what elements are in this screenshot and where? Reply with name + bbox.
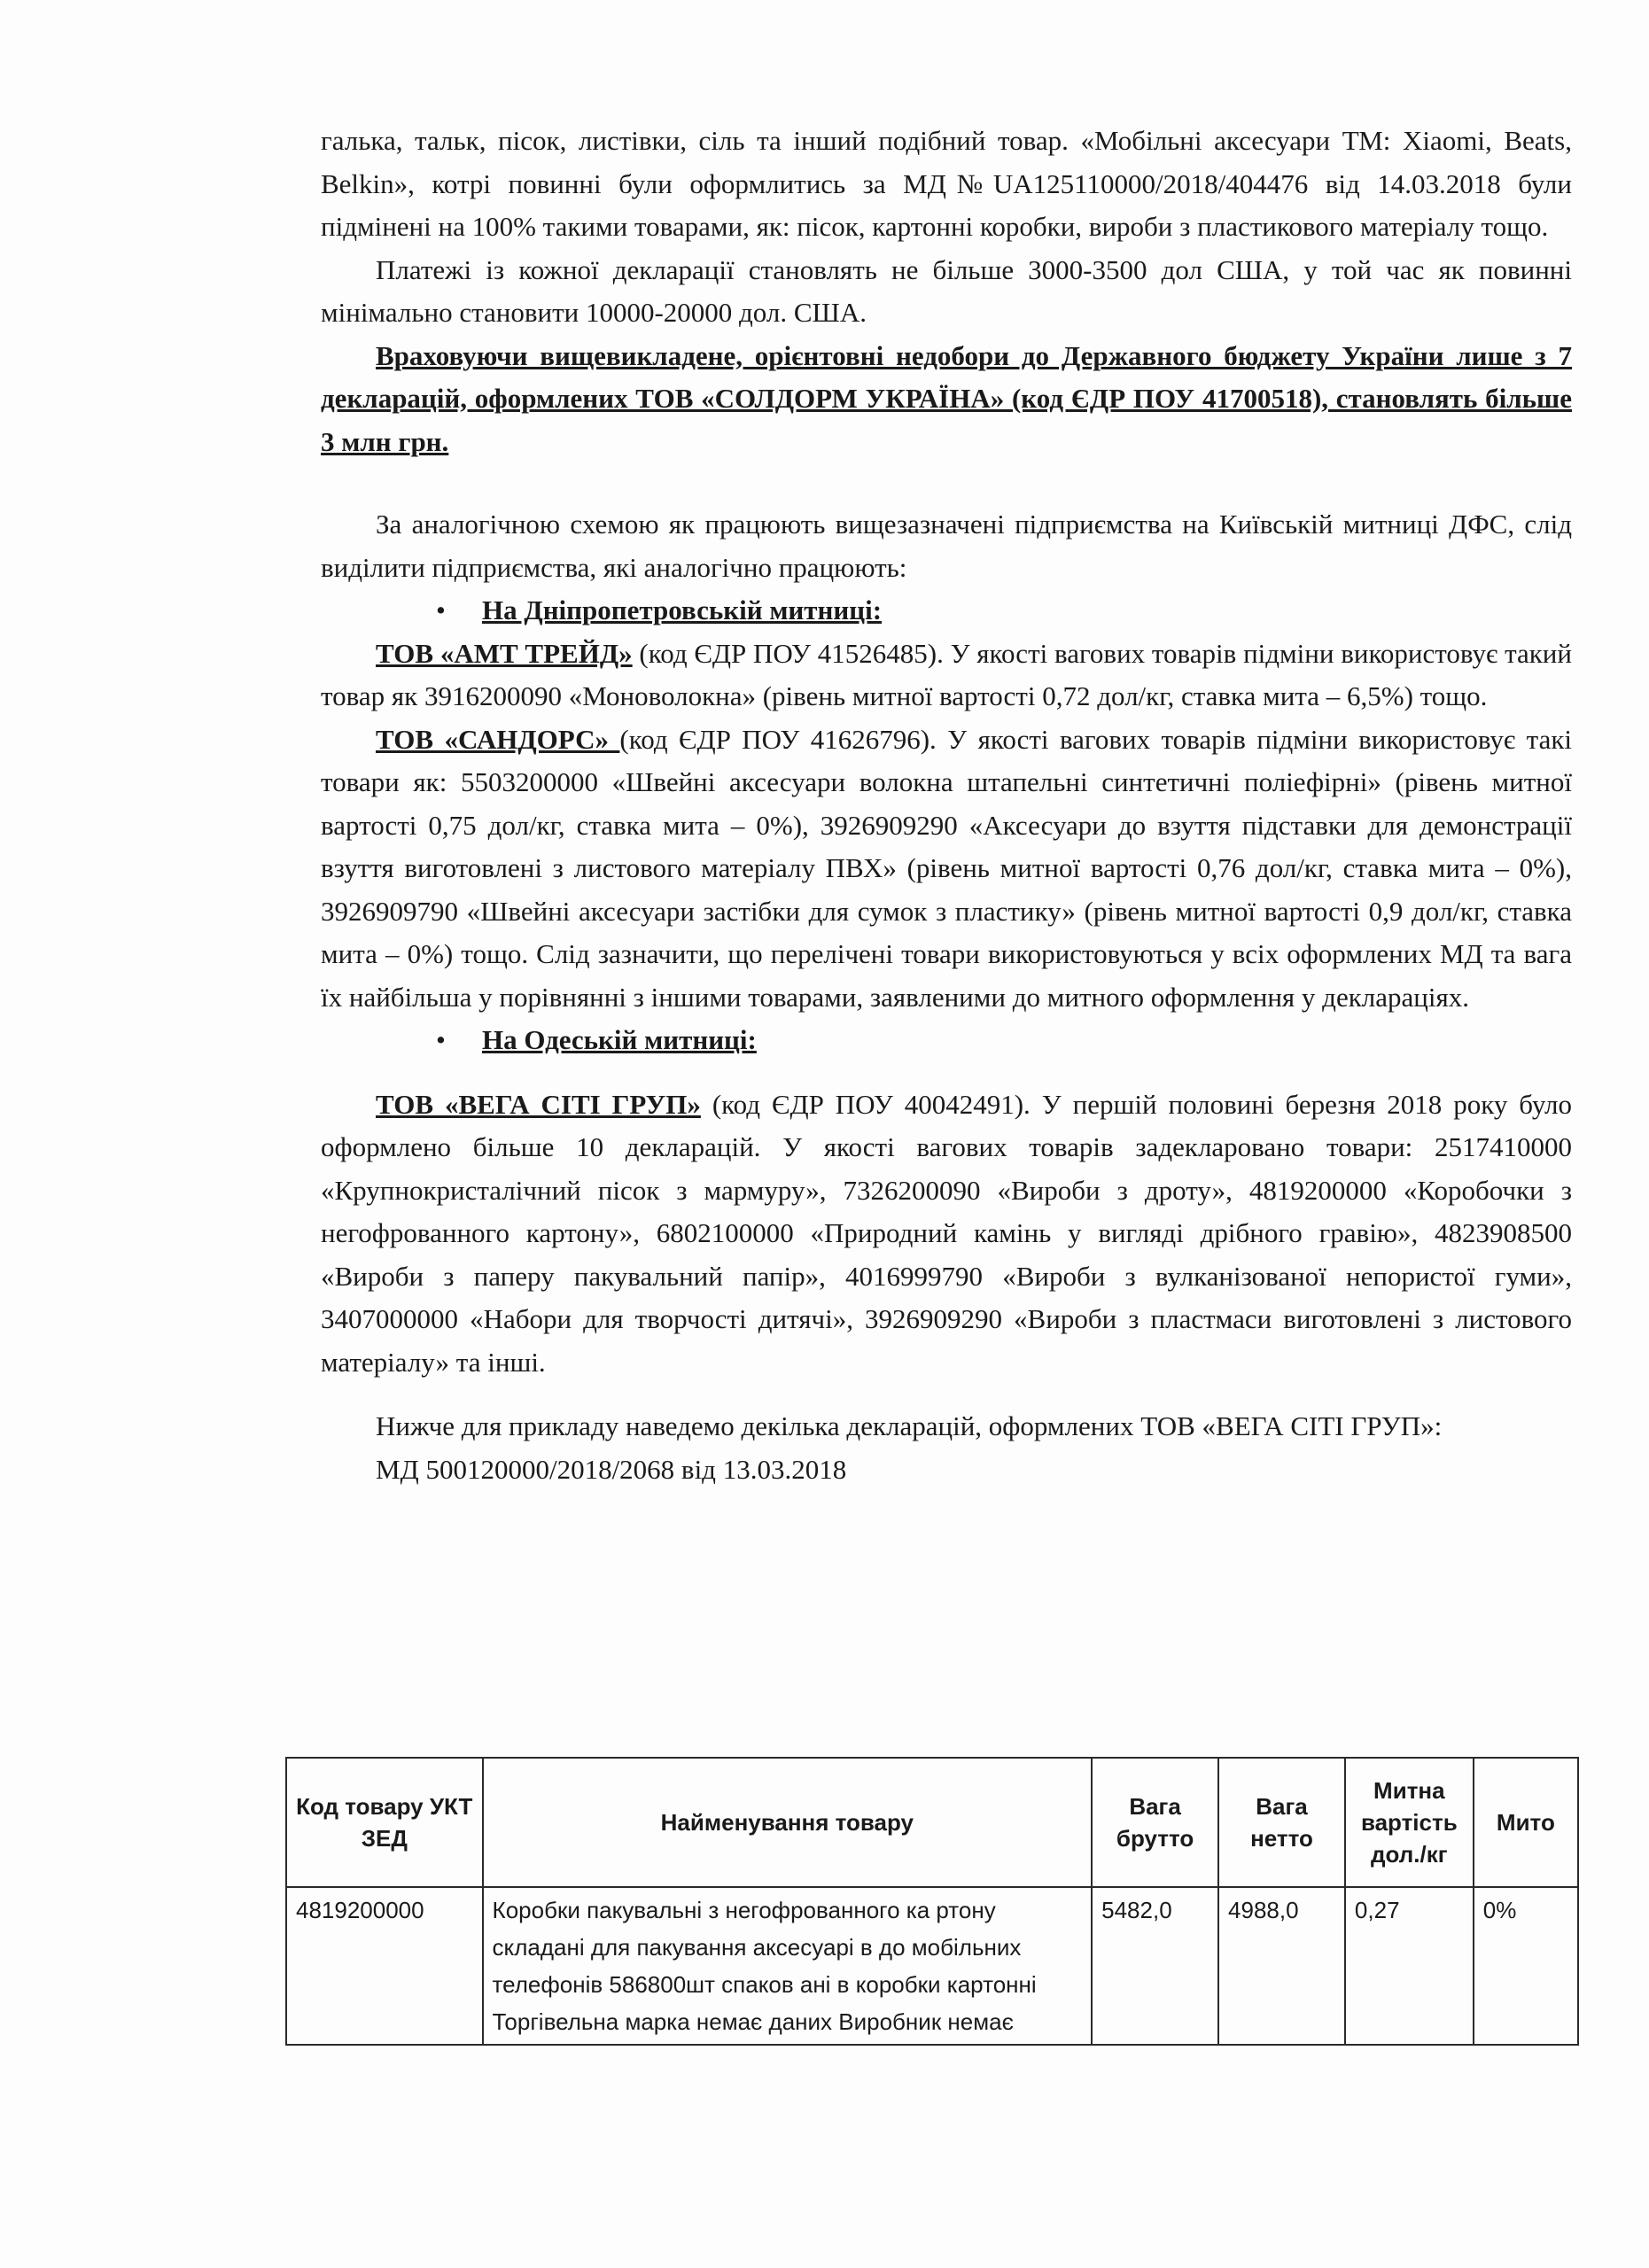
header-name: Найменування товару	[483, 1758, 1093, 1887]
cell-duty: 0%	[1474, 1887, 1578, 2045]
bullet-dnipro-label: На Дніпропетровській митниці:	[482, 594, 883, 625]
sandors-details: (код ЄДР ПОУ 41626796). У якості вагових товарів підміни використовує такі товари як: 5503200000 «Швейні аксесуари волокна штапельні синтетичні поліефірні» (рівень митної вартості 0,75 дол/кг, ставка мита – 0%), 3926909290 «Аксесуари до взуття підставки для демонстрації взуття виготовлені з листового матеріалу ПВХ» (рівень митної вартості 0,76 дол/кг, ставка мита – 0%), 3926909790 «Швейні аксесуари застібки для сумок з пластику» (рівень митної вартості 0,9 дол/кг, ставка мита – 0%) тощо. Слід зазначити, що перелічені товари використовуються у всіх оформлених МД та вага їх найбільша у порівнянні з іншими товарами, заявленими до митного оформлення у деклараціях.	[321, 723, 1573, 1013]
cell-net: 4988,0	[1218, 1887, 1345, 2045]
paragraph-amt-trade	[321, 633, 1572, 718]
bullet-icon: •	[436, 594, 446, 625]
header-net: Вага нетто	[1218, 1758, 1345, 1887]
declaration-table	[285, 1757, 1579, 2046]
company-amt-trade: ТОВ «АМТ ТРЕЙД»	[376, 637, 633, 669]
bullet-odesa-label: На Одеській митниці:	[482, 1024, 757, 1055]
cell-gross: 5482,0	[1092, 1887, 1218, 2045]
cell-value: 0,27	[1345, 1887, 1474, 2045]
declaration-number: МД 500120000/2018/2068 від 13.03.2018	[376, 1453, 847, 1485]
paragraph-sandors	[321, 718, 1572, 1020]
table-header-row	[286, 1758, 1578, 1887]
bullet-dnipro-customs	[321, 589, 1572, 633]
paragraph-declaration-intro: Нижче для прикладу наведемо декілька декларацій, оформлених ТОВ «ВЕГА СІТІ ГРУП»:	[376, 1410, 1443, 1441]
header-value: Митна вартість дол./кг	[1345, 1758, 1474, 1887]
paragraph-payments: Платежі із кожної декларації становлять не більше 3000-3500 дол США, у той час як повинні мінімально становити 10000-20000 дол. США.	[321, 253, 1572, 328]
bullet-odesa-customs	[321, 1019, 1572, 1062]
table-row	[286, 1887, 1578, 2045]
bullet-icon: •	[436, 1024, 446, 1055]
paragraph-goods-substitution: галька, тальк, пісок, листівки, сіль та інший подібний товар. «Мобільні аксесуари ТМ: Xiaomi, Beats, Belkin», котрі повинні були оформлитись за МД№UA125110000/2018/404476 від 14.03.2018 були підмінені на 100% такими товарами, як: пісок, картонні коробки, вироби з пластикового матеріалу тощо.	[321, 125, 1572, 242]
paragraph-vega-city	[321, 1084, 1572, 1385]
paragraph-similar-scheme: За аналогічною схемою як працюють вищезазначені підприємства на Київській митниці ДФС, слід виділити підприємства, які аналогічно працюють:	[321, 509, 1572, 583]
header-gross: Вага брутто	[1092, 1758, 1218, 1887]
company-sandors: ТОВ «САНДОРС»	[376, 723, 620, 755]
document-body	[321, 120, 1572, 1491]
cell-code: 4819200000	[286, 1887, 483, 2045]
company-vega-city: ТОВ «ВЕГА СІТІ ГРУП»	[376, 1088, 701, 1120]
paragraph-budget-shortfall: Враховуючи вищевикладене, орієнтовні недобори до Державного бюджету України лише з 7 декларацій, оформлених ТОВ «СОЛДОРМ УКРАЇНА» (код ЄДР ПОУ 41700518), становлять більше 3 млн грн.	[321, 339, 1572, 457]
header-duty: Мито	[1474, 1758, 1578, 1887]
amt-trade-details: (код ЄДР ПОУ 41526485). У якості вагових товарів підміни використовує такий товар як 3916200090 «Моноволокна» (рівень митної вартості 0,72 дол/кг, ставка мита – 6,5%) тощо.	[321, 637, 1572, 711]
cell-name: Коробки пакувальні з негофрованного ка ртону складані для пакування аксесуарі в до мобільних телефонів 586800шт спаков ані в коробки картонні Торгівельна марка немає даних Виробник немає	[483, 1887, 1093, 2045]
vega-city-details: (код ЄДР ПОУ 40042491). У першій половині березня 2018 року було оформлено більше 10 декларацій. У якості вагових товарів задекларовано товари: 2517410000 «Крупнокристалічний пісок з мармуру», 7326200090 «Вироби з дроту», 4819200000 «Коробочки з негофрованного картону», 6802100000 «Природний камінь у вигляді дрібного гравію», 4823908500 «Вироби з паперу пакувальний папір», 4016999790 «Вироби з вулканізованої непористої гуми», 3407000000 «Набори для творчості дитячі», 3926909290 «Вироби з пластмаси виготовлені з листового матеріалу» та інші.	[321, 1088, 1572, 1378]
header-code: Код товару УКТ ЗЕД	[286, 1758, 483, 1887]
